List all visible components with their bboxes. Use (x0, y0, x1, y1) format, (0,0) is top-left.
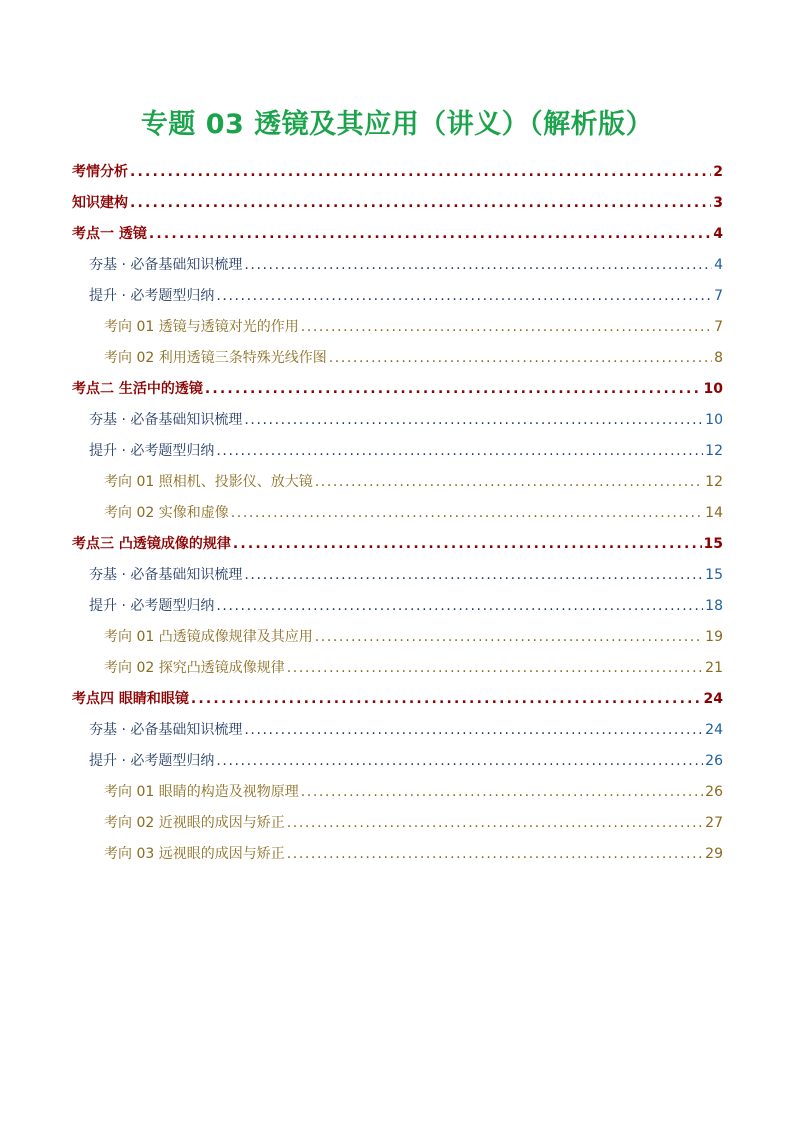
toc-entry-level-1[interactable] (72, 219, 723, 250)
toc-entry-page-number: 10 (703, 381, 723, 397)
toc-leader-dots (244, 560, 703, 591)
toc-entry-label: 考向 01 透镜与透镜对光的作用 (104, 319, 299, 335)
toc-entry-label: 考向 01 眼睛的构造及视物原理 (104, 784, 299, 800)
toc-entry-page-number: 10 (705, 412, 723, 428)
toc-leader-dots (216, 746, 703, 777)
toc-entry-level-2[interactable] (72, 405, 723, 436)
toc-entry-page-number: 7 (714, 288, 723, 304)
toc-leader-dots (287, 808, 703, 839)
toc-entry-level-1[interactable] (72, 374, 723, 405)
toc-entry-level-2[interactable] (72, 746, 723, 777)
toc-leader-dots (130, 188, 711, 219)
toc-leader-dots (244, 250, 712, 281)
toc-entry-page-number: 19 (705, 629, 723, 645)
toc-entry-label: 考向 01 照相机、投影仪、放大镜 (104, 474, 313, 490)
toc-entry-page-number: 15 (705, 567, 723, 583)
toc-leader-dots (191, 684, 702, 715)
toc-entry-level-1[interactable] (72, 157, 723, 188)
toc-entry-page-number: 18 (705, 598, 723, 614)
toc-entry-page-number: 2 (713, 164, 723, 180)
toc-leader-dots (216, 436, 703, 467)
toc-leader-dots (231, 498, 703, 529)
toc-entry-level-3[interactable] (72, 467, 723, 498)
toc-leader-dots (205, 374, 702, 405)
toc-entry-level-3[interactable] (72, 622, 723, 653)
toc-leader-dots (315, 467, 703, 498)
toc-entry-level-2[interactable] (72, 591, 723, 622)
toc-entry-label: 考向 02 利用透镜三条特殊光线作图 (104, 350, 327, 366)
document-title: 专题 03 透镜及其应用（讲义）（解析版） (140, 109, 654, 140)
toc-entry-page-number: 8 (714, 350, 723, 366)
toc-entry-label: 考向 02 实像和虚像 (104, 505, 229, 521)
toc-entry-page-number: 4 (713, 226, 723, 242)
toc-entry-label: 考点三 凸透镜成像的规律 (72, 536, 231, 552)
toc-leader-dots (287, 839, 703, 870)
table-of-contents (72, 157, 723, 870)
toc-entry-label: 考向 02 探究凸透镜成像规律 (104, 660, 285, 676)
toc-entry-level-3[interactable] (72, 498, 723, 529)
toc-entry-page-number: 27 (705, 815, 723, 831)
toc-entry-label: 知识建构 (72, 195, 128, 211)
toc-entry-page-number: 24 (703, 691, 723, 707)
toc-entry-label: 夯基 · 必备基础知识梳理 (89, 567, 243, 583)
toc-entry-level-3[interactable] (72, 312, 723, 343)
toc-entry-page-number: 29 (705, 846, 723, 862)
toc-leader-dots (244, 715, 703, 746)
toc-entry-label: 提升 · 必考题型归纳 (89, 443, 215, 459)
toc-leader-dots (216, 591, 703, 622)
toc-entry-page-number: 26 (705, 753, 723, 769)
toc-leader-dots (301, 777, 703, 808)
toc-entry-label: 考向 01 凸透镜成像规律及其应用 (104, 629, 313, 645)
toc-entry-page-number: 7 (714, 319, 723, 335)
toc-entry-level-2[interactable] (72, 715, 723, 746)
toc-entry-label: 考点一 透镜 (72, 226, 147, 242)
toc-leader-dots (301, 312, 712, 343)
toc-leader-dots (287, 653, 703, 684)
toc-entry-page-number: 24 (705, 722, 723, 738)
toc-entry-level-1[interactable] (72, 529, 723, 560)
toc-entry-page-number: 12 (705, 474, 723, 490)
toc-entry-label: 考情分析 (72, 164, 128, 180)
toc-entry-page-number: 3 (713, 195, 723, 211)
toc-entry-label: 提升 · 必考题型归纳 (89, 288, 215, 304)
toc-entry-label: 夯基 · 必备基础知识梳理 (89, 722, 243, 738)
toc-entry-level-2[interactable] (72, 436, 723, 467)
toc-entry-label: 夯基 · 必备基础知识梳理 (89, 412, 243, 428)
toc-entry-page-number: 12 (705, 443, 723, 459)
toc-entry-page-number: 26 (705, 784, 723, 800)
toc-entry-page-number: 14 (705, 505, 723, 521)
toc-entry-level-1[interactable] (72, 684, 723, 715)
toc-entry-label: 考点二 生活中的透镜 (72, 381, 203, 397)
toc-entry-page-number: 21 (705, 660, 723, 676)
toc-entry-label: 夯基 · 必备基础知识梳理 (89, 257, 243, 273)
toc-leader-dots (216, 281, 712, 312)
toc-entry-label: 提升 · 必考题型归纳 (89, 598, 215, 614)
toc-entry-level-3[interactable] (72, 653, 723, 684)
toc-entry-label: 提升 · 必考题型归纳 (89, 753, 215, 769)
toc-leader-dots (130, 157, 711, 188)
toc-entry-level-3[interactable] (72, 839, 723, 870)
toc-entry-label: 考向 03 远视眼的成因与矫正 (104, 846, 285, 862)
toc-entry-page-number: 15 (703, 536, 723, 552)
toc-entry-level-1[interactable] (72, 188, 723, 219)
toc-entry-label: 考点四 眼睛和眼镜 (72, 691, 189, 707)
toc-entry-level-3[interactable] (72, 808, 723, 839)
toc-leader-dots (329, 343, 712, 374)
toc-entry-level-2[interactable] (72, 250, 723, 281)
toc-leader-dots (244, 405, 703, 436)
toc-leader-dots (149, 219, 711, 250)
toc-leader-dots (315, 622, 703, 653)
toc-entry-level-2[interactable] (72, 281, 723, 312)
toc-entry-level-3[interactable] (72, 777, 723, 808)
toc-leader-dots (233, 529, 702, 560)
toc-entry-level-3[interactable] (72, 343, 723, 374)
toc-entry-page-number: 4 (714, 257, 723, 273)
toc-entry-label: 考向 02 近视眼的成因与矫正 (104, 815, 285, 831)
toc-entry-level-2[interactable] (72, 560, 723, 591)
